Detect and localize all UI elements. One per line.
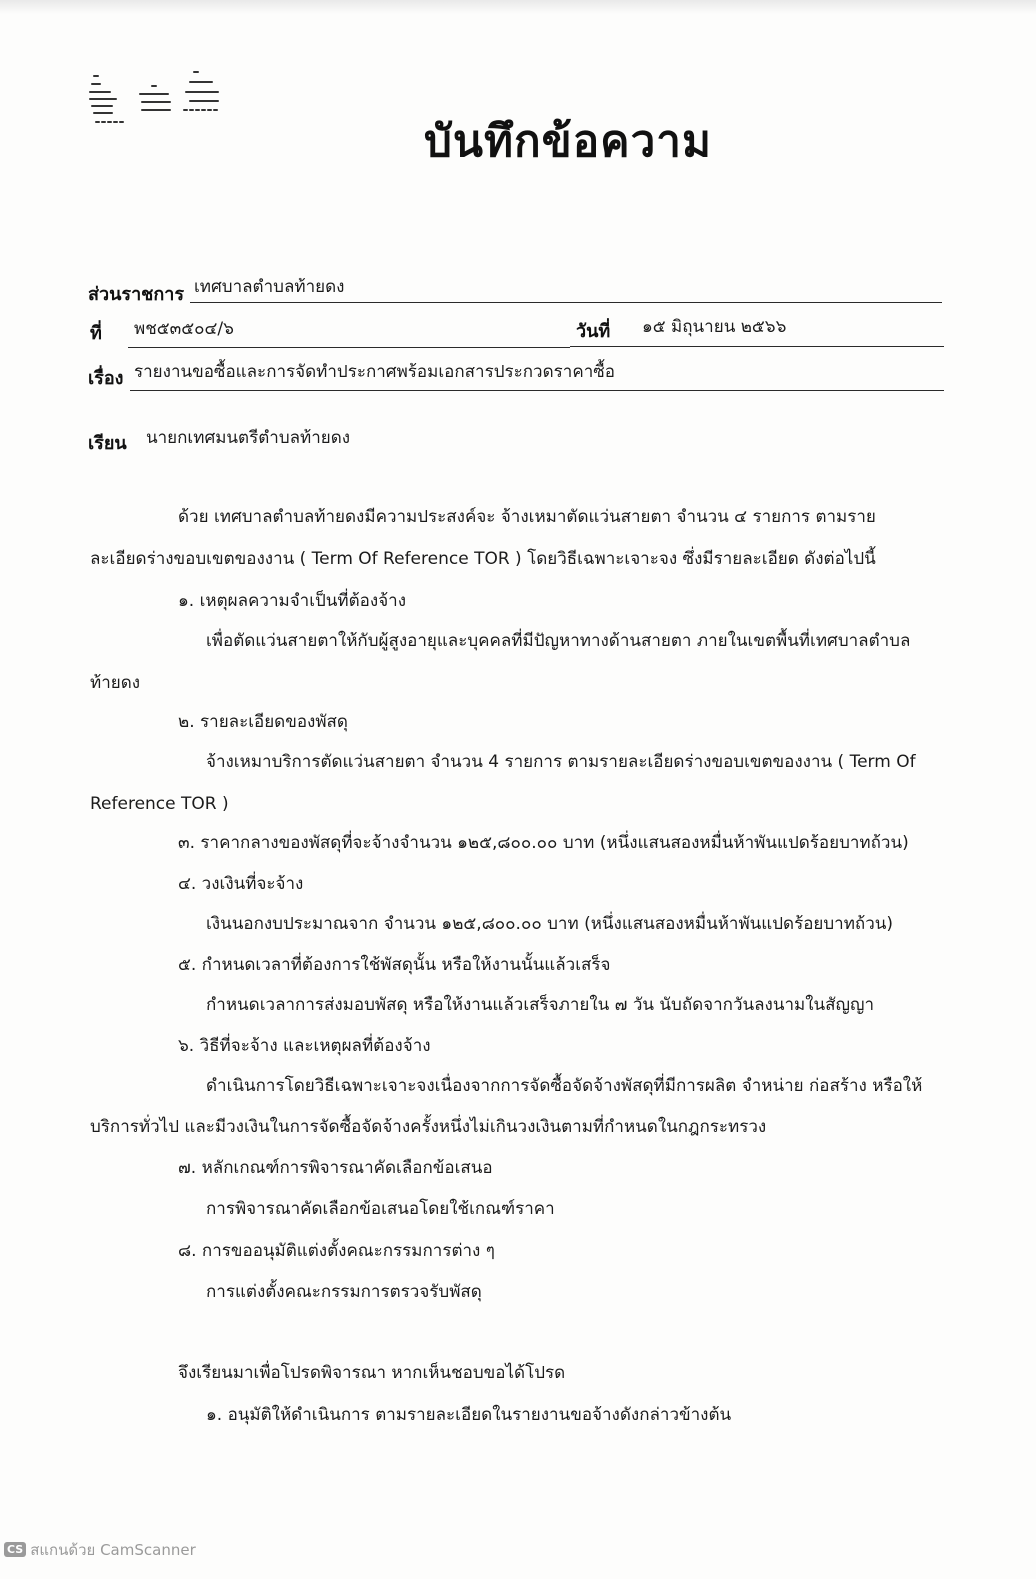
item-1-heading: ๑. เหตุผลความจำเป็นที่ต้องจ้าง (178, 591, 406, 611)
item-5-line-1: กำหนดเวลาการส่งมอบพัสดุ หรือให้งานแล้วเสร็จภายใน ๗ วัน นับถัดจากวันลงนามในสัญญา (206, 995, 875, 1015)
scan-edge-shadow (0, 0, 1036, 14)
item-7-line-1: การพิจารณาคัดเลือกข้อเสนอโดยใช้เกณฑ์ราคา (206, 1199, 555, 1219)
department-label: ส่วนราชการ (88, 284, 185, 305)
camscanner-watermark (4, 1538, 196, 1562)
closing-text: จึงเรียนมาเพื่อโปรดพิจารณา หากเห็นชอบขอได้โปรด (178, 1363, 566, 1383)
item-2-line-1: จ้างเหมาบริการตัดแว่นสายตา จำนวน 4 รายการ ตามรายละเอียดร่างขอบเขตของงาน ( Term Of (206, 752, 916, 772)
item-2-heading: ๒. รายละเอียดของพัสดุ (178, 712, 348, 732)
item-3-heading: ๓. ราคากลางของพัสดุที่จะจ้างจำนวน ๑๒๕,๘๐๐.๐๐ บาท (หนึ่งแสนสองหมื่นห้าพันแปดร้อยบาทถ้วน) (178, 833, 909, 853)
ref-label: ที่ (90, 323, 102, 344)
item-6-line-2: บริการทั่วไป และมีวงเงินในการจัดซื้อจัดจ้างครั้งหนึ่งไม่เกินวงเงินตามที่กำหนดในกฎกระทรวง (90, 1117, 767, 1137)
date-value: ๑๕ มิถุนายน ๒๕๖๖ (642, 317, 787, 337)
subject-value: รายงานขอซื้อและการจัดทำประกาศพร้อมเอกสารประกวดราคาซื้อ (134, 362, 615, 382)
item-2-line-2: Reference TOR ) (90, 794, 229, 814)
subject-underline (130, 390, 944, 391)
ref-underline (128, 347, 570, 348)
item-4-heading: ๔. วงเงินที่จะจ้าง (178, 874, 304, 894)
to-label: เรียน (88, 433, 127, 454)
item-4-line-1: เงินนอกงบประมาณจาก จำนวน ๑๒๕,๘๐๐.๐๐ บาท (หนึ่งแสนสองหมื่นห้าพันแปดร้อยบาทถ้วน) (206, 914, 894, 934)
intro-line-2: ละเอียดร่างขอบเขตของงาน ( Term Of Reference TOR ) โดยวิธีเฉพาะเจาะจง ซึ่งมีรายละเอียด ดังต่อไปนี้ (90, 549, 876, 569)
date-underline (570, 346, 944, 347)
item-8-heading: ๘. การขออนุมัติแต่งตั้งคณะกรรมการต่าง ๆ (178, 1241, 495, 1261)
date-label: วันที่ (576, 321, 611, 342)
item-7-heading: ๗. หลักเกณฑ์การพิจารณาคัดเลือกข้อเสนอ (178, 1158, 493, 1178)
ref-number: พช๕๓๕๐๔/๖ (134, 319, 234, 339)
closing-item-1: ๑. อนุมัติให้ดำเนินการ ตามรายละเอียดในรายงานขอจ้างดังกล่าวข้างต้น (206, 1405, 732, 1425)
item-6-heading: ๖. วิธีที่จะจ้าง และเหตุผลที่ต้องจ้าง (178, 1036, 431, 1056)
department-underline (190, 302, 942, 303)
item-5-heading: ๕. กำหนดเวลาที่ต้องการใช้พัสดุนั้น หรือให้งานนั้นแล้วเสร็จ (178, 955, 611, 975)
item-6-line-1: ดำเนินการโดยวิธีเฉพาะเจาะจงเนื่องจากการจัดซื้อจัดจ้างพัสดุที่มีการผลิต จำหน่าย ก่อสร้าง หรือให้ (206, 1076, 923, 1096)
document-title: บันทึกข้อความ (423, 116, 712, 167)
item-8-line-1: การแต่งตั้งคณะกรรมการตรวจรับพัสดุ (206, 1282, 482, 1302)
department-value: เทศบาลตำบลท้ายดง (194, 277, 345, 297)
camscanner-text: สแกนด้วย CamScanner (30, 1541, 196, 1559)
subject-label: เรื่อง (88, 368, 124, 389)
item-1-line-1: เพื่อตัดแว่นสายตาให้กับผู้สูงอายุและบุคคลที่มีปัญหาทางด้านสายตา ภายในเขตพื้นที่เทศบาลตำบล (206, 631, 911, 651)
to-value: นายกเทศมนตรีตำบลท้ายดง (146, 428, 351, 448)
camscanner-logo-icon: CS (4, 1542, 26, 1557)
item-1-line-2: ท้ายดง (90, 673, 141, 693)
intro-line-1: ด้วย เทศบาลตำบลท้ายดงมีความประสงค์จะ จ้างเหมาตัดแว่นสายตา จำนวน ๔ รายการ ตามราย (178, 507, 876, 527)
